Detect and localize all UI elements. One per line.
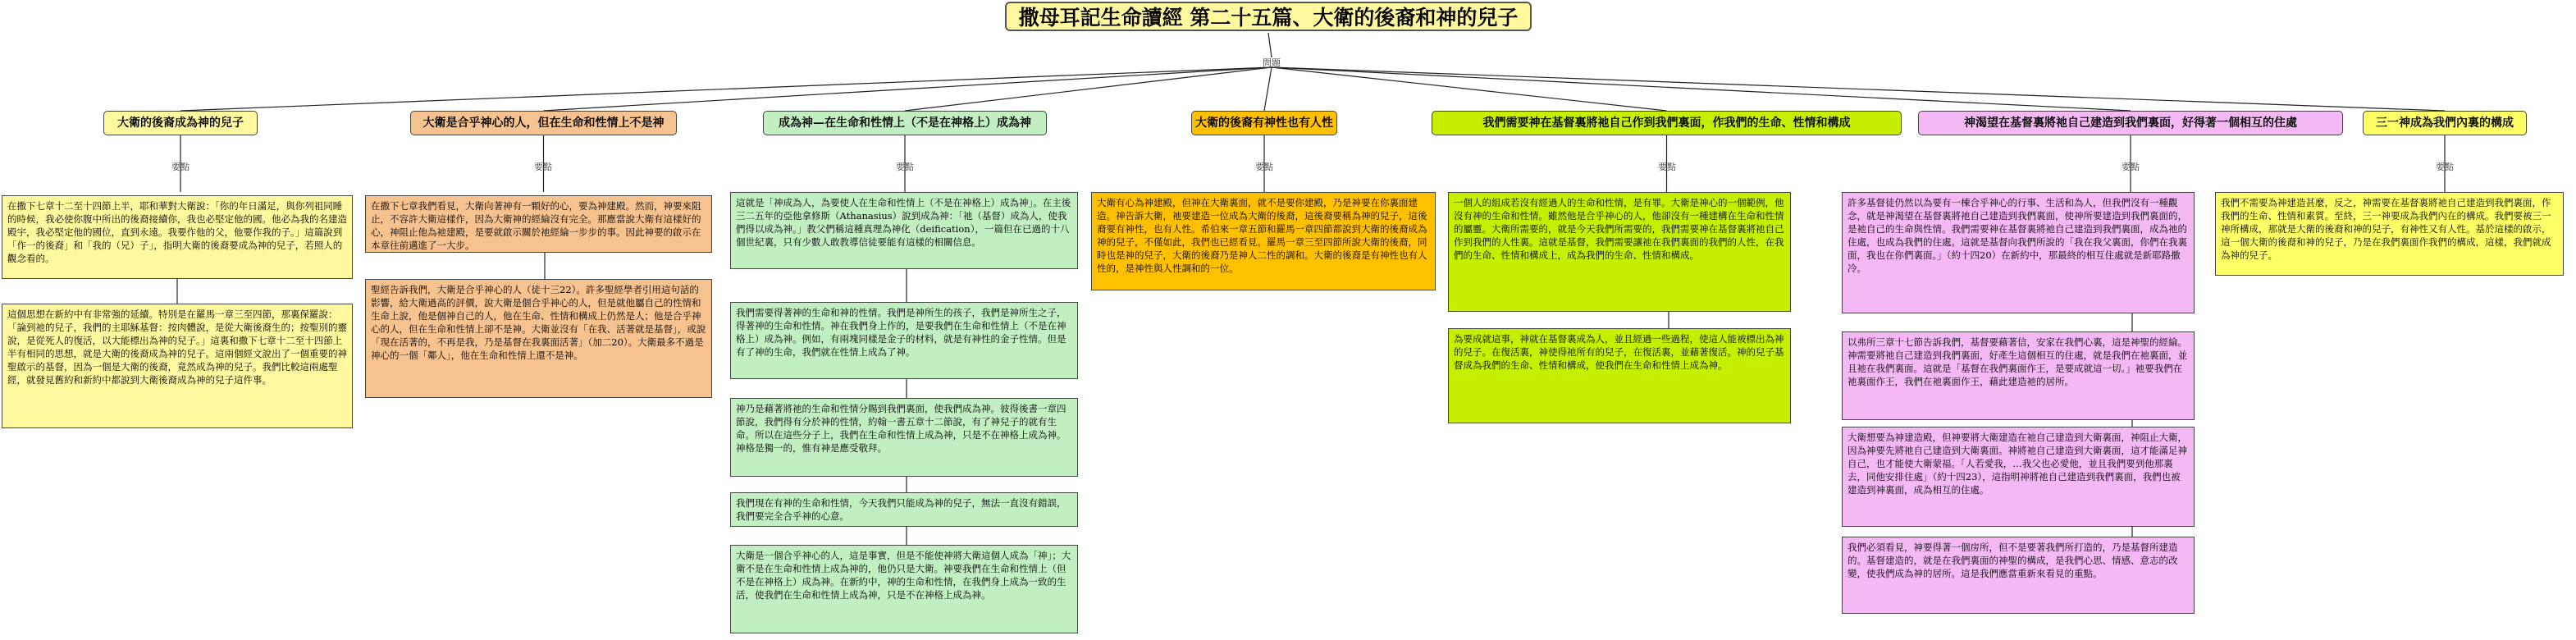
branch-1-summary-label: 要點 [534,162,552,172]
branch-0-note-1: 這個思想在新約中有非常強的延續。特別是在羅馬一章三至四節，那裏保羅說：「論到祂的兒子，我們的主耶穌基督：按肉體說，是從大衛後裔生的；按聖別的靈說，是從死人的復活，以大能標出為神的兒子。」這裏和撒下七章十二至十四節上半有相同的思想，就是大衛的後裔成為神的兒子。這兩個經文說出了一個重要的神聖啟示的基督，因為一個是大衛的後裔，竟然成為神的兒子。我們比較這兩處聖經，就發見舊約和新約中都說到大衛後裔成為神的兒子這件事。 [2,304,353,428]
branch-4-note-1: 為要成就這事，神就在基督裏成為人，並且經過一些過程，使這人能被標出為神的兒子。在復活裏，神使得祂所有的兒子，在復活裏，並藉著復活。神的兒子基督成為我們的生命、性情和構成，使我們在生命和性情上成為神。 [1448,328,1791,423]
branch-connector-1 [544,67,1272,111]
branch-2-note-1: 我們需要得著神的生命和神的性情。我們是神所生的孩子，我們是神所生之子，得著神的生命和性情。神在我們身上作的，是要我們在生命和性情上（不是在神格上）成為神。例如，有兩塊同樣是金子的材料，就是有神性的金子性情。但是有了神的生命，我們就在性情上成為了神。 [730,302,1078,379]
branch-6-summary-label: 要點 [2436,162,2454,172]
branch-1-note-1: 聖經告訴我們，大衛是合乎神心的人（徒十三22）。許多聖經學者引用這句話的影響，給大衛過高的評價，說大衛是個合乎神心的人，但是就他屬自己的性情和生命上說，他是個神自己的人，他在生命、性情和構成上仍然是人；他是合乎神心的人，但在生命和性情上卻不是神。大衛並沒有「在我、活著就是基督」，或說「現在活著的，不再是我，乃是基督在我裏面活著」（加二20）。大衛最多不過是神心的一個「鄰人」，他在生命和性情上還不是神。 [365,279,712,398]
branch-5-header[interactable]: 神渴望在基督裏將祂自己建造到我們裏面，好得著一個相互的住處 [1918,111,2343,135]
branch-5-note-0: 許多基督徒仍然以為要有一棟合乎神心的行事、生活和為人，但我們沒有一種觀念，就是神渴望在基督裏將祂自己建造到我們裏面，使神所要建造到我們裏面的，是祂自己的生命與性情。我們需要神在基督裏將祂自己建造到我們裏面，成為祂的住處，也成為我們的住處。這就是基督向我們所說的「我在我父裏面，你們在我裏面，我也在你們裏面。」（約十四20）在新約中，那最終的相互住處就是新耶路撒冷。 [1842,192,2195,313]
branch-connector-4 [1272,67,1667,111]
branch-5-note-3: 我們必須看見，神要得著一個房所，但不是要著我們所打造的，乃是基督所建造的。基督建造的，就是在我們裏面的神聖的構成，是我們心思、情感、意志的改變，使我們成為神的居所。這是我們應當重新來看見的重點。 [1842,537,2195,614]
branch-connector-6 [1272,67,2445,111]
branch-5-note-2: 大衛想要為神建造殿，但神要將大衛建造在祂自己建造到大衛裏面，神阻止大衛，因為神要先將祂自己建造到大衛裏面。神將祂自己建造到大衛裏面，這才能滿足神自己，也才能使大衛蒙福。「人若愛我，…我父也必愛他，並且我們要到他那裏去，同他安排住處」（約十四23），這指明神將祂自己建造到我們裏面，我們也被建造到神裏面，成為相互的住處。 [1842,427,2195,527]
branch-connector-0 [180,67,1272,111]
branch-4-header[interactable]: 我們需要神在基督裏將祂自己作到我們裏面，作我們的生命、性情和構成 [1432,111,1902,135]
title-connector [1268,33,1272,57]
branch-2-summary-label: 要點 [896,162,914,172]
branch-2-header[interactable]: 成為神—在生命和性情上（不是在神格上）成為神 [763,111,1047,135]
branch-4-note-0: 一個人的組成若沒有經過人的生命和性情，是有罪。大衛是神心的一個範例，他沒有神的生命和性情。雖然他是合乎神心的人，他卻沒有一種建構在生命和性情的屬靈。大衛所需要的，就是今天我們所需要的，我們需要神在基督裏將祂自己作到我們的人性裏。這就是基督，我們需要讓祂在我們裏面的我們的人性，在我們的生命、性情和構成上，成為我們的生命、性情和構成。 [1448,192,1791,312]
branch-connector-5 [1272,67,2131,111]
branch-5-summary-label: 要點 [2122,162,2140,172]
branch-3-summary-label: 要點 [1255,162,1273,172]
branch-1-note-0: 在撒下七章我們看見，大衛向著神有一顆好的心，要為神建殿。然而，神要來阻止，不容許大衛這樣作，因為大衛神的經綸沒有完全。那應當說大衛有這樣好的心，神阻止他為祂建殿，是要就啟示關於祂經綸一步步的事。因此神要的啟示在本章往前邁進了一大步。 [365,195,712,253]
branch-4-summary-label: 要點 [1658,162,1676,172]
branch-6-note-0: 我們不需要為神建造甚麼，反之，神需要在基督裏將祂自己建造到我們裏面，作我們的生命、性情和素質。至終，三一神要成為我們內在的構成。我們要被三一神所構成，那就是大衛的後裔和神的兒子，有神性又有人性。基於這樣的啟示，這一個大衛的後裔和神的兒子，乃是在我們裏面作我們的構成，這樣，我們就成為神的兒子。 [2215,192,2564,276]
branch-1-header[interactable]: 大衛是合乎神心的人，但在生命和性情上不是神 [410,111,677,135]
branch-0-header[interactable]: 大衛的後裔成為神的兒子 [103,111,258,135]
map-title: 撒母耳記生命讀經 第二十五篇、大衛的後裔和神的兒子 [1005,2,1532,31]
center-topic-label: 問題 [1263,57,1281,68]
branch-connector-3 [1264,67,1272,111]
branch-3-header[interactable]: 大衛的後裔有神性也有人性 [1191,111,1337,135]
branch-6-header[interactable]: 三一神成為我們內裏的構成 [2363,111,2527,135]
branch-2-note-4: 大衛是一個合乎神心的人，這是事實，但是不能使神將大衛這個人成為「神」；大衛不是在生命和性情上成為神的，他仍只是大衛。神要我們在生命和性情上（但不是在神格上）成為神。在新約中，神的生命和性情，在我們身上成為一致的生活，使我們在生命和性情上成為神，只是不在神格上成為神。 [730,545,1078,633]
branch-2-note-0: 這就是「神成為人，為要使人在生命和性情上（不是在神格上）成為神」。在主後三二五年的亞他拿修斯（Athanasius）說到成為神：「祂（基督）成為人，使我們得以成為神。」教父們稱這種真理為神化（deification），一篇但在已過的十八個世紀裏，只有少數人敢教導信徒要能有這樣的相關信息。 [730,192,1078,269]
branch-2-note-3: 我們現在有神的生命和性情，今天我們只能成為神的兒子，無法一直沒有錯誤，我們要完全合乎神的心意。 [730,492,1078,527]
branch-0-summary-label: 要點 [171,162,190,172]
branch-3-note-0: 大衛有心為神建殿，但神在大衛裏面，就不是要你建殿，乃是神要在你裏面建造。神告訴大衛，祂要建造一位成為大衛的後裔，這後裔要稱為神的兒子，這後裔要有神性，也有人性。希伯來一章五節和羅馬一章四節都說到大衛的後裔成為神的兒子，不僅如此，我們也已經看見。羅馬一章三至四節所說大衛的後裔，同時也是神的兒子，大衛的後裔乃是神人二性的調和。大衛的後裔是有神性也有人性的，是神性與人性調和的一位。 [1091,192,1436,290]
branch-connector-2 [905,67,1272,111]
branch-0-note-0: 在撒下七章十二至十四節上半，耶和華對大衛說：「你的年日滿足，與你列祖同睡的時候，我必使你腹中所出的後裔接續你，我也必堅定他的國。他必為我的名建造殿宇，我必堅定他的國位，直到永遠。我要作他的父，他要作我的子。」這篇說到「作一的後裔」和「我的（兄）子」，指明大衛的後裔要成為神的兒子，若照人的觀念看的。 [2,195,353,279]
branch-5-note-1: 以弗所三章十七節告訴我們，基督要藉著信，安家在我們心裏，這是神聖的經綸。神需要將祂自己建造到我們裏面，好產生這個相互的住處，就是我們在祂裏面，並且祂在我們裏面。這就是「基督在我們裏面作王，是要成就這一切。」祂要我們在祂裏面作王，我們在祂裏面作王，藉此建造祂的居所。 [1842,331,2195,420]
branch-2-note-2: 神乃是藉著將祂的生命和性情分賜到我們裏面，使我們成為神。彼得後書一章四節說，我們得有分於神的性情，約翰一書五章十二節說，有了神兒子的就有生命。所以在這些分子上，我們在生命和性情上成為神，只是不在神格上成為神。神格是獨一的，惟有神是應受敬拜。 [730,398,1078,477]
